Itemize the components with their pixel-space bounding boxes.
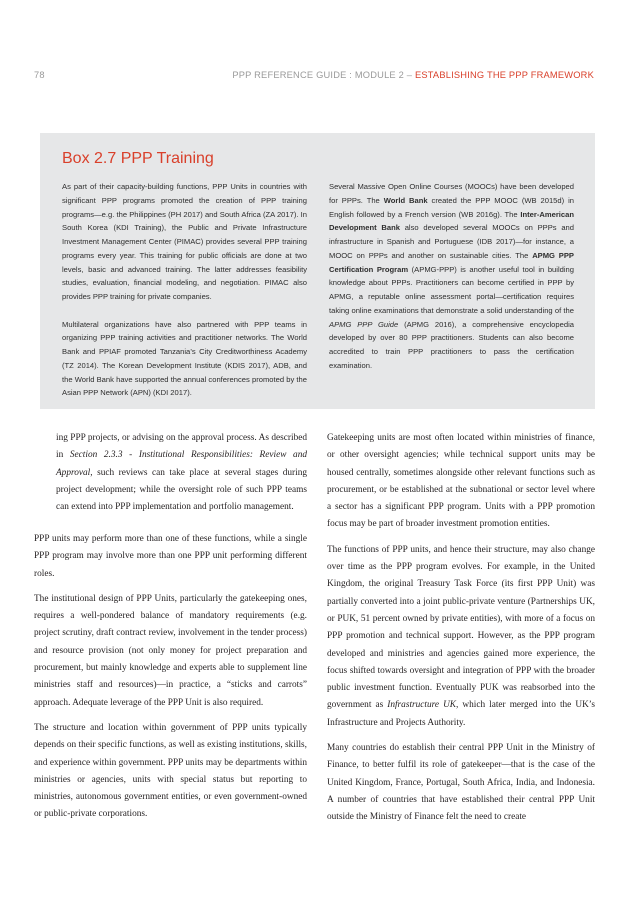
body-paragraph: The structure and location within government of PPP units typically depends on their specific functions, as well as existing institutions, skills, and experience within government. PPP units may be departments within ministries or agencies, units with special status but reporting to ministries, autonomous government entities, or even government-owned or public-private corporations.	[34, 722, 307, 820]
bold-term: World Bank	[383, 195, 428, 205]
body-paragraph: The institutional design of PPP Units, particularly the gatekeeping ones, requires a well-pondered balance of mandatory requirements (e.g. project scrutiny, draft contract review, involvement in the tender process) and resource provision (not only money for project preparation and procurement, but mainly knowledge and experts able to supplement line ministries staff and resources)—in practice, a “sticks and carrots” approach. Adequate leverage of the PPP Unit is also required.	[34, 593, 307, 708]
page-header	[0, 70, 638, 84]
box-paragraph	[329, 180, 574, 373]
text-run: (APMG-PPP) is another useful tool in building knowledge about PPPs. Practitioners can become certified in PPP by APMG, a reputable online assessment portal—certification requires taking online examinations that demonstrate a solid understanding of the	[329, 264, 574, 315]
bold-term: Inter-American Development Bank	[329, 209, 574, 233]
box-right-column	[329, 180, 574, 386]
body-paragraph: Many countries do establish their central PPP Unit in the Ministry of Finance, to better fulfil its role of gatekeeper—that is the case of the United Kingdom, France, Portugal, South Africa, India, and Indonesia. A number of countries that have established their central PPP Unit outside the Ministry of Finance felt the need to create	[327, 743, 595, 823]
page-number: 78	[34, 70, 45, 80]
italic-term: Infrastructure UK	[387, 700, 457, 711]
bold-term: APMG PPP Certification Program	[329, 250, 574, 274]
text-run: also developed several MOOCs on PPPs and infrastructure in Spanish and Portuguese (IDB 2017)—for instance, a MOOC on PPPs and another on sustainable cities. The	[329, 223, 574, 260]
section-reference: Section 2.3.3 - Institutional Responsibilities: Review and Approval	[56, 450, 307, 478]
text-run: created the PPP MOOC (WB 2015d) in English followed by a French version (WB 2016g). The	[329, 195, 574, 219]
running-title: PPP REFERENCE GUIDE : MODULE 2 –	[232, 70, 415, 80]
box-title: Box 2.7 PPP Training	[62, 150, 214, 167]
text-run: , which later merged into the UK’s Infrastructure and Projects Authority.	[327, 700, 595, 728]
box-ppp-training	[40, 133, 595, 409]
box-left-column	[62, 180, 307, 414]
body-continuation	[56, 430, 307, 524]
text-run: The functions of PPP units, and hence their structure, may also change over time as the PPP program evolves. For example, in the United Kingdom, the original Treasury Task Force (its first PPP Unit) was partially converted into a joint public-private venture (Partnerships UK, or PUK, 51 percent owned by private entities), with more of a focus on PPP promotion and technical support. However, as the PPP program developed and ministries and agencies gained more experience, the focus shifted towards oversight and integration of PPP with the broader public investment function. Eventually PUK was reabsorbed into the government as	[327, 544, 595, 711]
italic-term: APMG PPP Guide	[329, 319, 399, 329]
body-paragraph	[327, 542, 595, 732]
text-run: , such reviews can take place at several stages during project development; while the oversight role of such PPP teams can extend into PPP implementation and portfolio management.	[56, 467, 307, 513]
text-run: ing PPP projects, or advising on the approval process. As described in	[56, 433, 307, 461]
text-run: (APMG 2016), a comprehensive encyclopedia developed by over 80 PPP practitioners. Students can also become accredited to train PPP practitioners to pass the certification examination.	[329, 319, 574, 370]
box-paragraph: Multilateral organizations have also partnered with PPP teams in organizing PPP training activities and practitioner networks. The World Bank and PPIAF promoted Tanzania’s City Creditworthiness Academy (TZ 2014). The Korean Development Institute (KDIS 2017), ADB, and the World Bank have supported the annual conferences promoted by the Asian PPP Network (APN) (KDI 2017).	[62, 319, 307, 398]
body-paragraph: Gatekeeping units are most often located within ministries of finance, or other oversight agencies; while technical support units may be housed centrally, sometimes alongside other relevant functions such as procurement, or be established at the subnational or sector level where a sector has a significant PPP program. Units with a PPP promotion focus may be part of broader investment promotion entities.	[327, 433, 595, 530]
body-paragraph: PPP units may perform more than one of these functions, while a single PPP program may involve more than one PPP unit performing different roles.	[34, 534, 307, 579]
body-paragraph	[56, 430, 307, 516]
running-section: ESTABLISHING THE PPP FRAMEWORK	[414, 70, 594, 80]
running-header	[232, 70, 594, 80]
text-run: Several Massive Open Online Courses (MOOCs) have been developed for PPPs. The	[329, 182, 574, 205]
body-left-column	[34, 531, 307, 832]
box-paragraph: As part of their capacity-building functions, PPP Units in countries with significant PPP programs promoted the creation of PPP training programs—e.g. the Philippines (PH 2017) and South Africa (ZA 2017). In South Korea (KDI Training), the Public and Private Infrastructure Investment Management Center (PIMAC) provides several PPP training programs every year. This training for public officials are done at two levels, basic and advanced training. The latter addresses feasibility studies, evaluation, financial modeling, and negotiation. PIMAC also provides PPP training for private companies.	[62, 182, 307, 301]
body-right-column	[327, 430, 595, 835]
